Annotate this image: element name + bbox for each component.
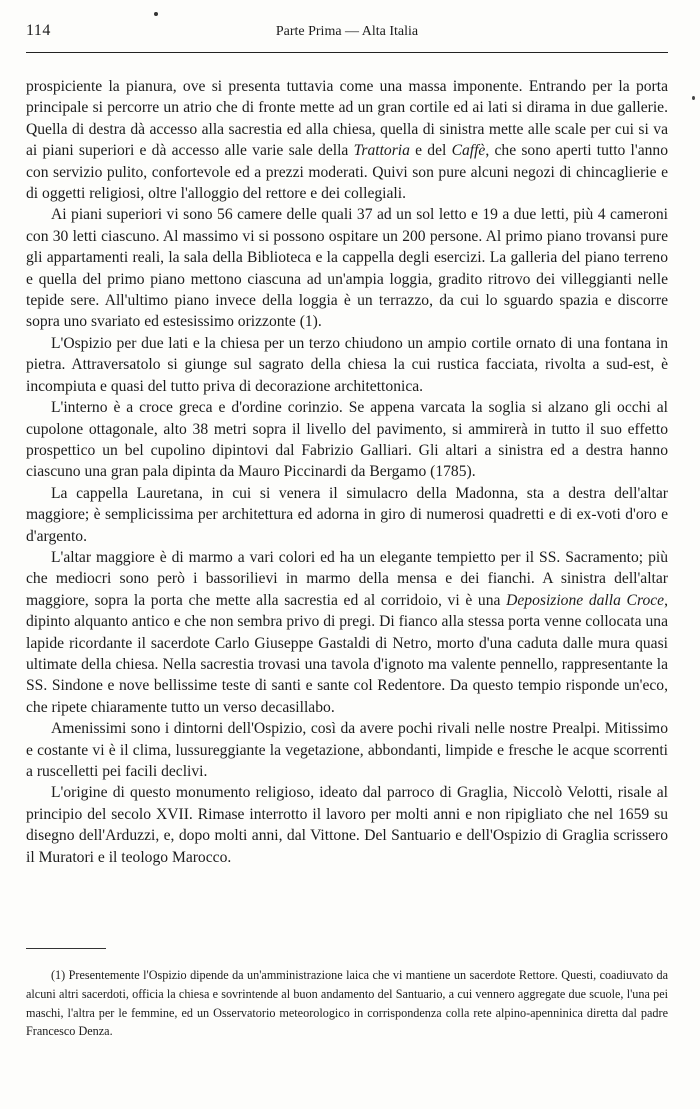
footnote: (1) Presentemente l'Ospizio dipende da un'amministrazione laica che vi mantiene un sacerdote Rettore. Questi, coadiuvato da alcuni altri sacerdoti, officia la chiesa e sovrintende al buon andamento del Santuario, a cui vennero aggregate due scuole, l'una pei maschi, l'altra per le femmine, ed un Osservatorio meteorologico in corrispondenza colla rete alpino-apenninica diretta dal padre Francesco Denza. xyxy=(26,968,668,1039)
paragraph: L'origine di questo monumento religioso, ideato dal parroco di Graglia, Niccolò Velotti, risale al principio del secolo XVII. Rimase interrotto il lavoro per molti anni e non ripigliato che nel 1659 su disegno dell'Arduzzi, e, dopo molti anni, dal Vittone. Del Santuario e dell'Ospizio di Graglia scrissero il Muratori e il teologo Marocco. xyxy=(26,784,668,866)
paragraph: Ai piani superiori vi sono 56 camere delle quali 37 ad un sol letto e 19 a due letti, più 4 cameroni con 30 letti ciascuno. Al massimo vi si possono ospitare un 200 persone. Al primo piano trovansi pure gli appartamenti reali, la sala della Biblioteca e la cappella degli esercizi. La galleria del piano terreno e quella del primo piano mettono ciascuna ad un'ampia loggia, gradito ritrovo dei villeggianti nelle tepide sere. All'ultimo piano invece della loggia è un terrazzo, da cui lo sguardo spazia e discorre sopra uno svariato ed estesissimo orizzonte (1). xyxy=(26,206,668,331)
footnote-rule xyxy=(26,948,106,949)
paragraph: Amenissimi sono i dintorni dell'Ospizio, così da avere pochi rivali nelle nostre Prealpi. Mitissimo e costante vi è il clima, lussureggiante la vegetazione, abbondanti, limpide e fresche le acque scorrenti a ruscelletti pei facili declivi. xyxy=(26,720,668,780)
paragraph xyxy=(26,547,668,718)
emphasis: Deposizione dalla Croce xyxy=(506,591,665,609)
text-run: , che sono aperti tutto l'anno con servizio pulito, confortevole ed a prezzi moderati. Quivi son pure alcuni negozi di chincaglierie e di oggetti religiosi, oltre l'alloggio del rettore e dei collegiali. xyxy=(26,142,669,203)
text-run: , dipinto alquanto antico e che non sembra privo di pregi. Di fianco alla stessa porta venne collocata una lapide ricordante il sacerdote Carlo Giuseppe Gastaldi di Netro, morto d'una caduta dalle mura quasi ultimate della chiesa. Nella sacrestia trovasi una tavola d'ignoto ma valente pennello, rappresentante la SS. Sindone e nove bellissime teste di santi e sante col Redentore. Da questo tempio risponde un'eco, che ripete chiaramente tutto un verso decasillabo. xyxy=(26,591,668,716)
paragraph xyxy=(26,76,668,204)
page-header xyxy=(26,22,668,48)
running-head: Parte Prima — Alta Italia xyxy=(275,24,419,39)
ink-speck xyxy=(692,96,695,100)
ink-speck xyxy=(154,12,158,16)
text-run: e del xyxy=(409,142,452,160)
page-number: 114 xyxy=(26,22,51,39)
paragraph: L'Ospizio per due lati e la chiesa per un terzo chiudono un ampio cortile ornato di una fontana in pietra. Attraversatolo si giunge sul sagrato della chiesa la cui rustica facciata, rivolta a sud-est, è incompiuta e quasi del tutto priva di decorazione architettonica. xyxy=(26,334,668,395)
text-run: prospiciente la pianura, ove si presenta tuttavia come una massa imponente. Entrando per la porta principale si percorre un atrio che di fronte mette ad un gran cortile ed ai lati si dirama in due gallerie. Quella di destra dà accesso alla sacrestia ed alla chiesa, quella di sinistra mette alle scale per cui si va ai piani superiori e dà accesso alle varie sale della xyxy=(26,78,668,160)
body-text xyxy=(26,76,668,868)
header-rule xyxy=(26,52,668,53)
paragraph: La cappella Lauretana, in cui si venera il simulacro della Madonna, sta a destra dell'altar maggiore; è semplicissima per architettura ed adorna in giro di numerosi quadretti e di ex-voti d'oro e d'argento. xyxy=(26,484,668,545)
text-run: L'altar maggiore è di marmo a vari colori ed ha un elegante tempietto per il SS. Sacramento; più che mediocri sono però i bassorilievi in marmo della mensa e dei fianchi. A sinistra dell'altar maggiore, sopra la porta che mette alla sacrestia ed al corridoio, vi è una xyxy=(26,548,668,609)
emphasis: Trattoria xyxy=(353,142,410,160)
paragraph: L'interno è a croce greca e d'ordine corinzio. Se appena varcata la soglia si alzano gli occhi al cupolone ottagonale, alto 38 metri sopra il livello del pavimento, si ammirerà in tutto il suo effetto prospettico un bel cupolino dipintovi dal Fabrizio Galliari. Gli altari a sinistra ed a destra hanno ciascuno una gran pala dipinta da Mauro Piccinardi da Bergamo (1785). xyxy=(26,399,668,481)
emphasis: Caffè xyxy=(451,142,486,160)
